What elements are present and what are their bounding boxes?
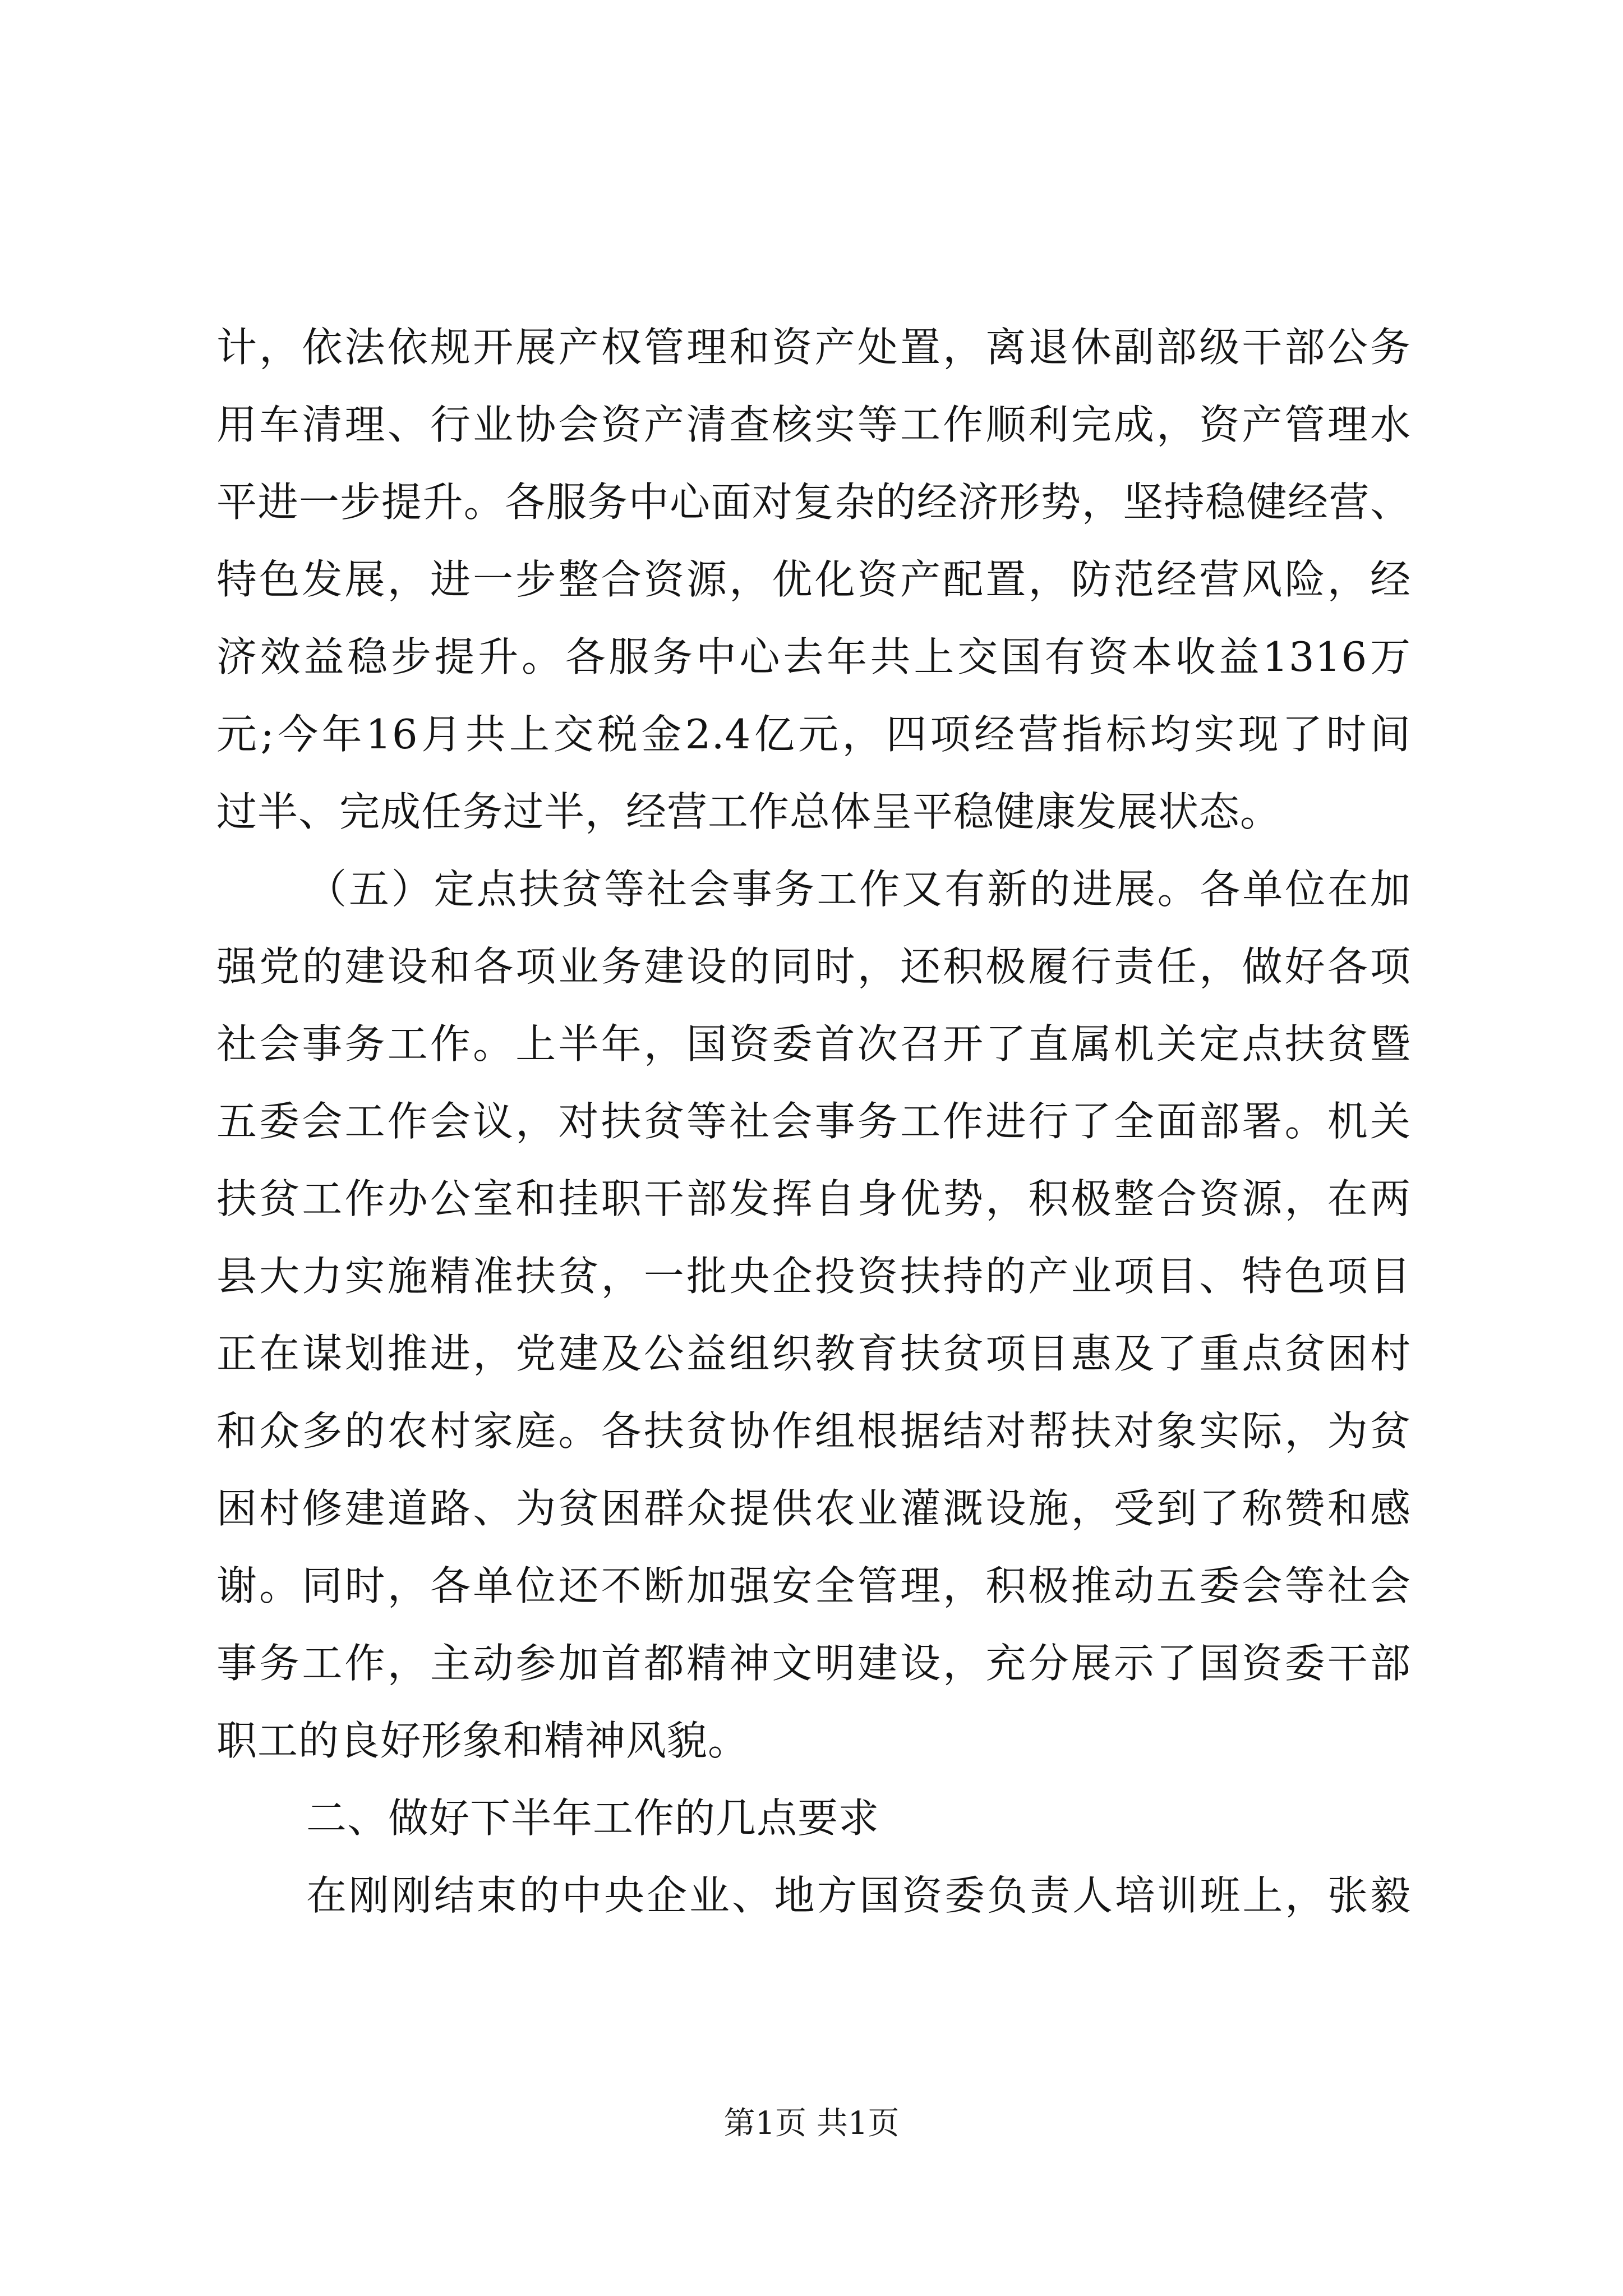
page-footer: 第1页 共1页: [723, 2105, 900, 2142]
text-line: 社会事务工作。上半年，国资委首次召开了直属机关定点扶贫暨: [216, 1020, 1411, 1068]
section-heading-line: （五）定点扶贫等社会事务工作又有新的进展。各单位在加: [306, 866, 1411, 913]
text-line: 事务工作，主动参加首都精神文明建设，充分展示了国资委干部: [216, 1640, 1411, 1687]
text-line: 五委会工作会议，对扶贫等社会事务工作进行了全面部署。机关: [216, 1098, 1411, 1145]
text-line: 元;今年16月共上交税金2.4亿元，四项经营指标均实现了时间: [216, 711, 1411, 758]
text-line: 济效益稳步提升。各服务中心去年共上交国有资本收益1316万: [216, 633, 1411, 680]
text-line: 强党的建设和各项业务建设的同时，还积极履行责任，做好各项: [216, 943, 1411, 990]
text-line: 在刚刚结束的中央企业、地方国资委负责人培训班上，张毅: [306, 1872, 1411, 1919]
text-line: 过半、完成任务过半，经营工作总体呈平稳健康发展状态。: [216, 788, 1281, 835]
text-line: 职工的良好形象和精神风貌。: [216, 1717, 749, 1764]
text-line: 困村修建道路、为贫困群众提供农业灌溉设施，受到了称赞和感: [216, 1485, 1411, 1532]
text-line: 正在谋划推进，党建及公益组织教育扶贫项目惠及了重点贫困村: [216, 1330, 1411, 1377]
text-line: 特色发展，进一步整合资源，优化资产配置，防范经营风险，经: [216, 556, 1411, 603]
text-line: 谢。同时，各单位还不断加强安全管理，积极推动五委会等社会: [216, 1562, 1411, 1609]
section-heading: 二、做好下半年工作的几点要求: [306, 1795, 880, 1842]
text-line: 扶贫工作办公室和挂职干部发挥自身优势，积极整合资源，在两: [216, 1175, 1411, 1222]
text-line: 用车清理、行业协会资产清查核实等工作顺利完成，资产管理水: [216, 401, 1411, 448]
text-line: 计，依法依规开展产权管理和资产处置，离退休副部级干部公务: [216, 324, 1411, 371]
text-line: 和众多的农村家庭。各扶贫协作组根据结对帮扶对象实际，为贫: [216, 1407, 1411, 1455]
text-line: 平进一步提升。各服务中心面对复杂的经济形势，坚持稳健经营、: [216, 478, 1411, 526]
text-line: 县大力实施精准扶贫，一批央企投资扶持的产业项目、特色项目: [216, 1253, 1411, 1300]
